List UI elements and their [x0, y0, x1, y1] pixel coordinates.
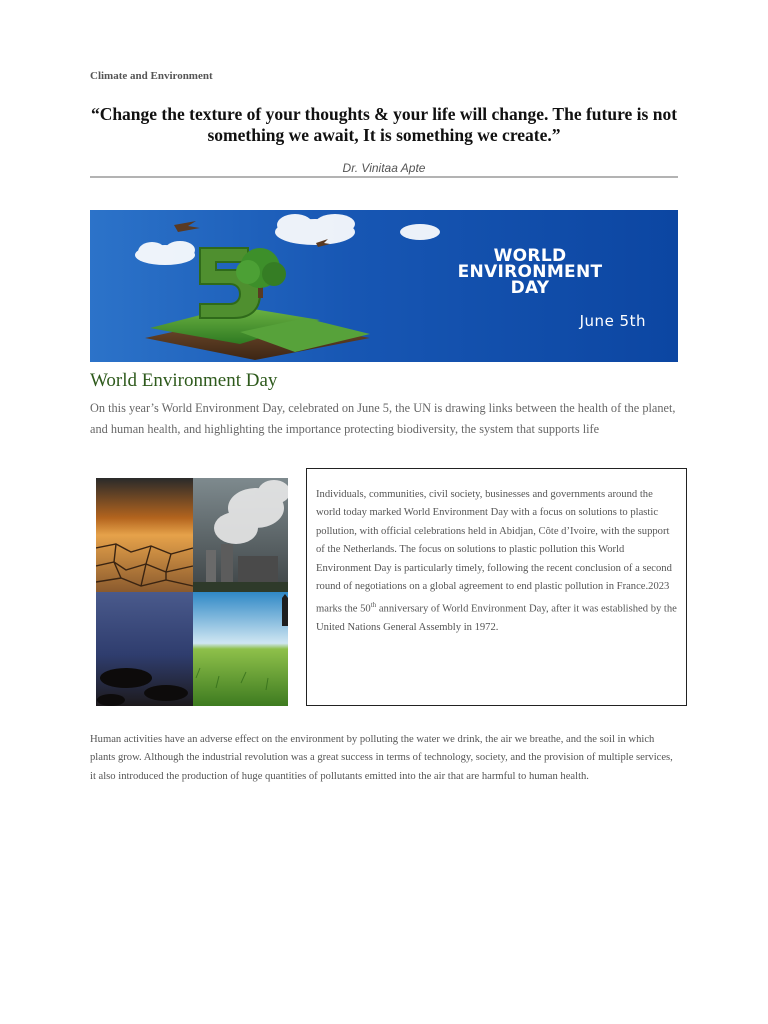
quote-text: “Change the texture of your thoughts & your life will change. The future is not something we await, It is something we create.”: [90, 104, 678, 145]
section-title: World Environment Day: [90, 370, 278, 391]
banner-heading-line2: ENVIRONMENT: [457, 262, 603, 282]
green-field-tile: [193, 592, 288, 706]
cracked-earth-tile: [96, 478, 193, 592]
info-text-box: [306, 468, 687, 706]
collage-image: [96, 478, 288, 706]
info-text-main: Individuals, communities, civil society, businesses and governments around the world today marked World Environment Day with a focus on solutions to plastic pollution, with official celebrations held in Abidjan, Côte d’Ivoire, with the support of the Netherlands. The focus on solutions to plastic pollution this World Environment Day is particularly timely, following the recent conclusion of a second round of negotiations on a global agreement to end plastic pollution in France.2023 marks the 50: [316, 489, 672, 615]
closing-paragraph: Human activities have an adverse effect on the environment by polluting the water we drink, the air we breathe, and the soil in which plants grow. Although the industrial revolution was a great success in terms of technology, society, and the provision of multiple services, it also introduced the production of huge quantities of pollutants emitted into the air that are harmful to human health.: [90, 734, 673, 782]
info-text-superscript: th: [370, 601, 377, 610]
banner-heading: [420, 248, 640, 296]
environment-photo-collage: [96, 478, 288, 706]
info-text: [316, 486, 680, 638]
quote-author: Dr. Vinitaa Apte: [342, 161, 426, 175]
divider: [90, 176, 678, 178]
intro-paragraph: On this year’s World Environment Day, celebrated on June 5, the UN is drawing links between the health of the planet, and human health, and highlighting the importance protecting biodiversity, the system that supports life: [90, 401, 676, 436]
banner-heading-line1: WORLD: [493, 246, 567, 266]
info-text-tail: anniversary of World Environment Day, after it was established by the United Nations General Assembly in 1972.: [316, 603, 677, 634]
world-environment-day-banner: [90, 210, 678, 362]
category-label: Climate and Environment: [90, 70, 213, 82]
factory-smoke-tile: [193, 478, 288, 592]
banner-date: June 5th: [579, 312, 646, 330]
polluted-water-tile: [96, 592, 193, 706]
banner-heading-line3: DAY: [510, 278, 550, 298]
